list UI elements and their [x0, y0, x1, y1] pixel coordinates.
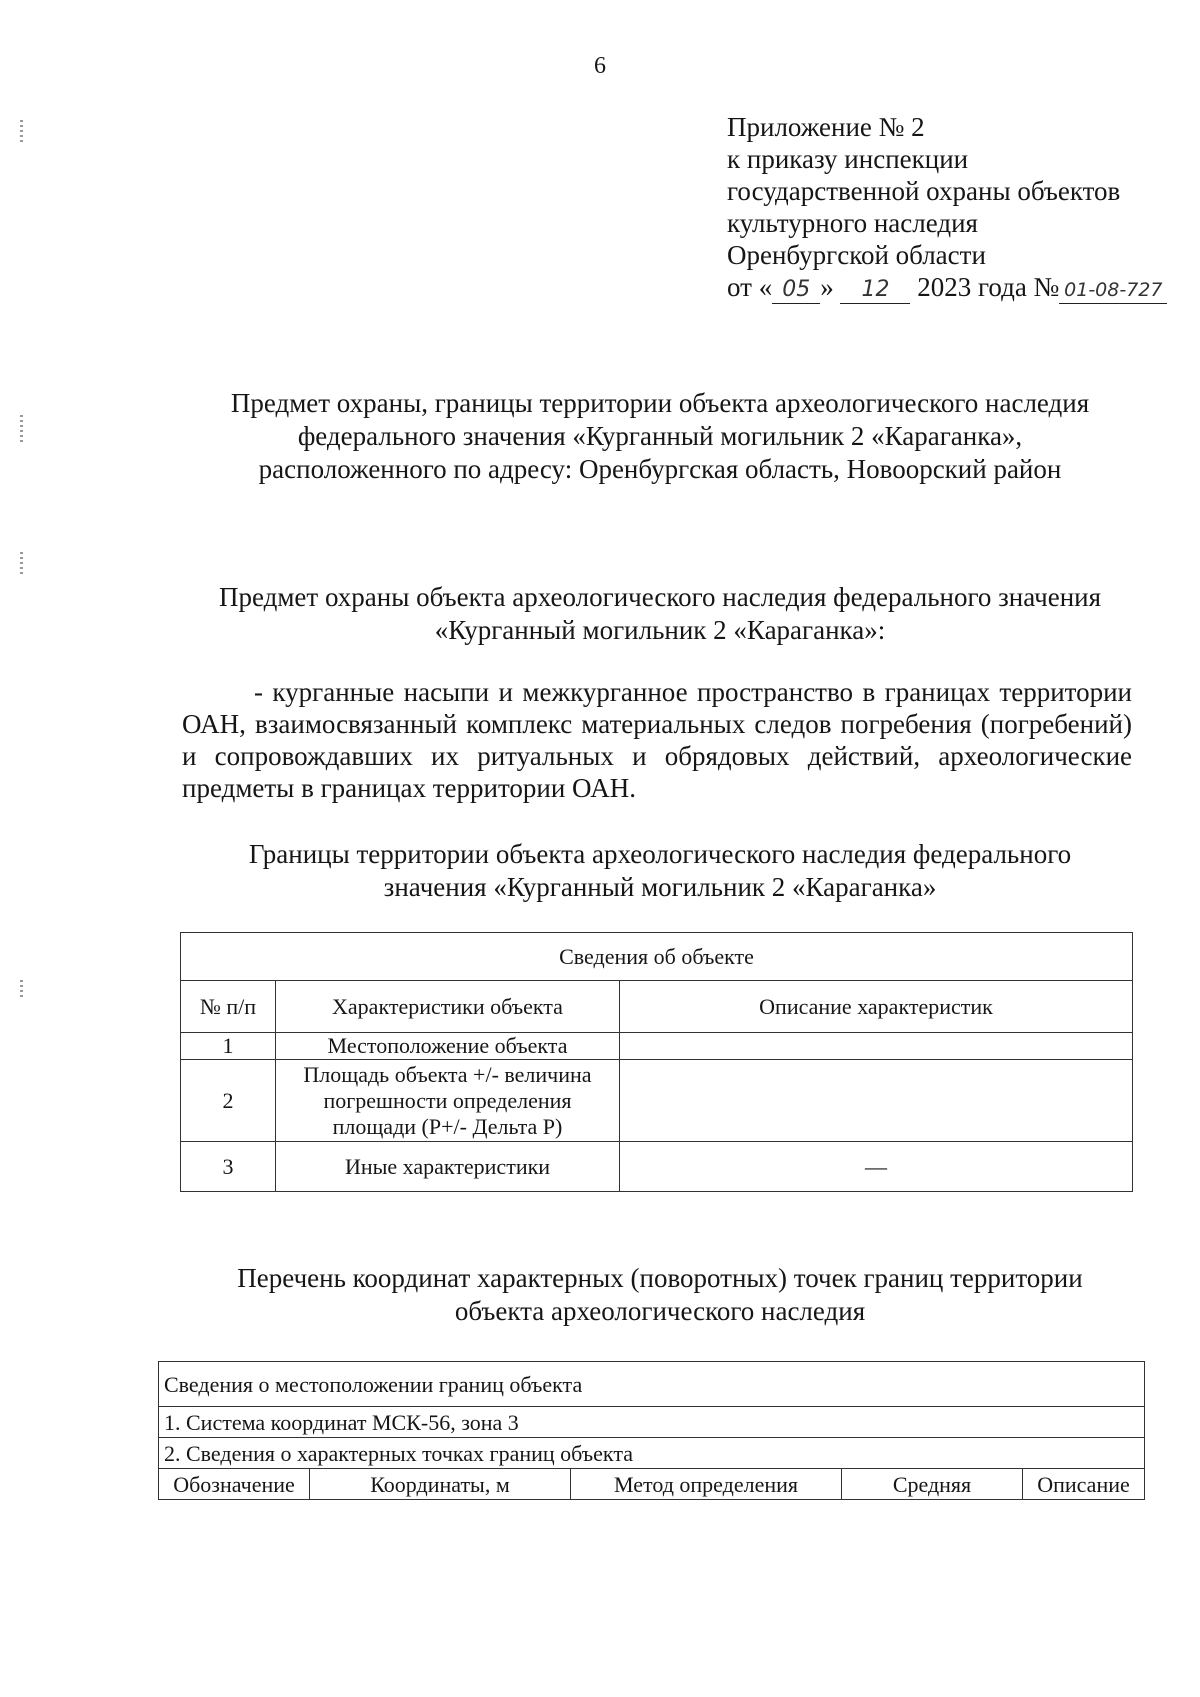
column-header: № п/п: [181, 981, 276, 1033]
heading-line: объекта археологического наследия: [454, 1296, 866, 1326]
boundaries-heading: [0, 838, 1200, 904]
appendix-date-line: [727, 271, 1197, 304]
column-header: Координаты, м: [310, 1469, 571, 1500]
date-mid: »: [820, 272, 834, 302]
paragraph: - курганные насыпи и межкурганное пространство в границах территории ОАН, взаимосвязанный комплекс материальных следов погребения (погребений) и сопровождавших их ритуальных и обрядовых действий, археологические предметы в границах территории ОАН.: [182, 677, 1132, 803]
row-name: Иные характеристики: [276, 1142, 620, 1192]
protection-subject-text: [182, 676, 1132, 804]
coordinate-system: 1. Система координат МСК-56, зона 3: [159, 1407, 1145, 1438]
appendix-block: [727, 111, 1197, 304]
coordinates-heading: [0, 1262, 1200, 1328]
column-header: Описание: [1023, 1469, 1145, 1500]
column-header: Средняя: [842, 1469, 1023, 1500]
appendix-line: к приказу инспекции: [727, 144, 969, 174]
heading-line: Предмет охраны объекта археологического наследия федерального значения: [218, 582, 1102, 612]
column-header: Описание характеристик: [620, 981, 1133, 1033]
row-desc: —: [620, 1142, 1133, 1192]
row-number: 3: [181, 1142, 276, 1192]
scan-mark: [20, 120, 23, 142]
main-title: [0, 387, 1200, 486]
scan-mark: [20, 552, 23, 574]
row-number: 2: [181, 1060, 276, 1142]
coordinates-table: [158, 1361, 1145, 1500]
row-number: 1: [181, 1033, 276, 1060]
table-caption: Сведения об объекте: [181, 933, 1133, 981]
object-info-table: [180, 932, 1133, 1192]
table-row: [181, 1060, 1133, 1142]
row-name: Площадь объекта +/- величина погрешности определения площади (P+/- Дельта P): [276, 1060, 620, 1142]
row-name: Местоположение объекта: [276, 1033, 620, 1060]
heading-line: «Курганный могильник 2 «Караганка»:: [434, 615, 886, 645]
column-header: Характеристики объекта: [276, 981, 620, 1033]
row-desc: [620, 1033, 1133, 1060]
table-row: [181, 1033, 1133, 1060]
handwritten-month: 12: [840, 277, 910, 304]
coordinates-table-title: Сведения о местоположении границ объекта: [159, 1362, 1145, 1407]
handwritten-order-number: 01-08-727: [1059, 277, 1167, 304]
page-number: 6: [594, 53, 606, 79]
date-prefix: от «: [727, 272, 773, 302]
appendix-line: культурного наследия: [727, 208, 978, 238]
heading-line: значения «Курганный могильник 2 «Караганка»: [383, 872, 937, 902]
row-desc: [620, 1060, 1133, 1142]
main-title-line: Предмет охраны, границы территории объекта археологического наследия: [230, 388, 1090, 418]
column-header: Обозначение: [159, 1469, 310, 1500]
protection-subject-heading: [0, 581, 1200, 647]
handwritten-day: 05: [772, 277, 820, 304]
year-text: 2023 года №: [917, 272, 1060, 302]
main-title-line: расположенного по адресу: Оренбургская область, Новоорский район: [258, 454, 1062, 484]
appendix-line: Приложение № 2: [727, 112, 925, 142]
heading-line: Границы территории объекта археологического наследия федерального: [248, 839, 1072, 869]
scan-mark: [20, 980, 23, 1000]
appendix-line: Оренбургской области: [727, 240, 986, 270]
boundary-points-info: 2. Сведения о характерных точках границ объекта: [159, 1438, 1145, 1469]
column-header: Метод определения: [571, 1469, 842, 1500]
appendix-line: государственной охраны объектов: [727, 176, 1121, 206]
main-title-line: федерального значения «Курганный могильник 2 «Караганка»,: [297, 421, 1023, 451]
heading-line: Перечень координат характерных (поворотных) точек границ территории: [237, 1263, 1083, 1293]
table-row: [181, 1142, 1133, 1192]
